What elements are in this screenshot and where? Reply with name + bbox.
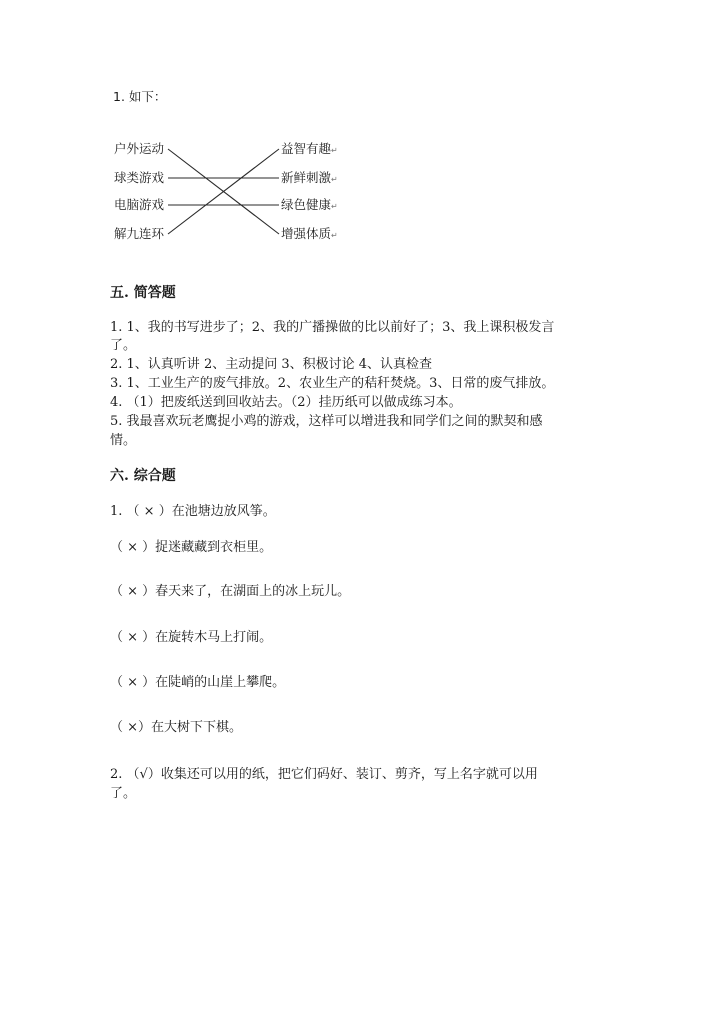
judge-item: （ × ）捉迷藏藏到衣柜里。 [110,540,273,555]
judge-item: （ × ）在旋转木马上打闹。 [110,630,273,645]
answer-line: 了。 [110,338,137,353]
return-mark: ↵ [331,146,338,155]
left-item: 解九连环 [114,226,165,241]
answer-line: 情。 [110,433,137,448]
matching-lines [0,0,720,300]
q1-intro: 1. 如下： [113,89,167,104]
judge-item: （ ×）在大树下下棋。 [110,720,243,735]
answer-line: 1. 1、我的书写进步了；2、我的广播操做的比以前好了；3、我上课积极发言 [110,320,555,335]
q2-line: 了。 [110,786,137,801]
return-mark: ↵ [331,231,338,240]
return-mark: ↵ [331,202,338,211]
right-item: 绿色健康↵ [281,197,338,212]
answer-line: 4. （1）把废纸送到回收站去。（2）挂历纸可以做成练习本。 [110,395,462,410]
right-item: 新鲜刺激↵ [281,170,338,185]
left-item: 球类游戏 [114,170,165,185]
section5-title: 五. 简答题 [110,285,176,301]
return-mark: ↵ [331,175,338,184]
right-item: 增强体质↵ [281,226,338,241]
answer-line: 2. 1、认真听讲 2、主动提问 3、积极讨论 4、认真检查 [110,357,433,372]
section6-title: 六. 综合题 [110,468,176,484]
right-item: 益智有趣↵ [281,141,338,156]
answer-line: 3. 1、工业生产的废气排放。2、农业生产的秸秆焚烧。3、日常的废气排放。 [110,376,555,391]
left-item: 电脑游戏 [114,197,165,212]
judge-item: （ × ）在陡峭的山崖上攀爬。 [110,675,286,690]
q2-line: 2. （√）收集还可以用的纸，把它们码好、装订、剪齐，写上名字就可以用 [110,767,538,782]
answer-line: 5. 我最喜欢玩老鹰捉小鸡的游戏，这样可以增进我和同学们之间的默契和感 [110,414,543,429]
judge-item: 1. （ × ）在池塘边放风筝。 [110,504,276,519]
left-item: 户外运动 [114,141,165,156]
judge-item: （ × ）春天来了，在湖面上的冰上玩儿。 [110,584,351,599]
